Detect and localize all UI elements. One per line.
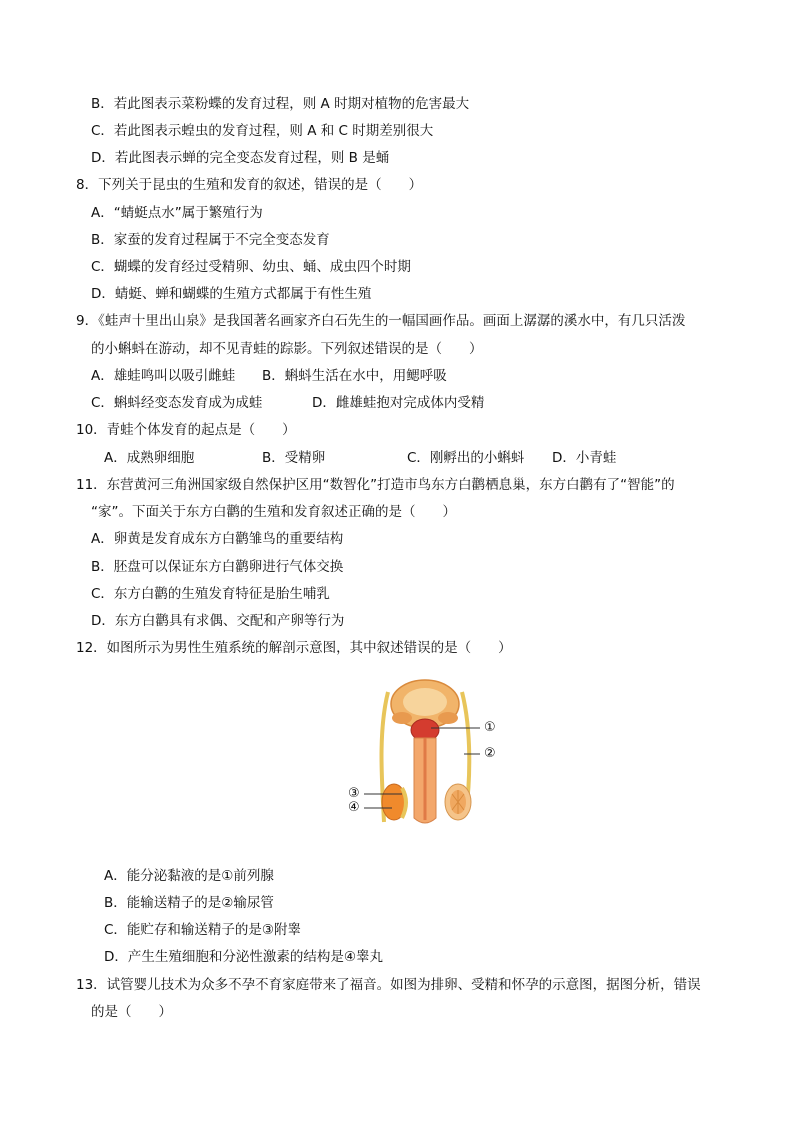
q12-option-c: C．能贮存和输送精子的是③附睾 <box>104 922 302 938</box>
male-reproductive-system-figure <box>330 672 530 842</box>
label-4: ④ <box>348 800 360 815</box>
q13-stem-line2: 的是（ ） <box>91 1004 172 1020</box>
q12-stem: 12．如图所示为男性生殖系统的解剖示意图，其中叙述错误的是（ ） <box>76 640 512 656</box>
q10-option-d: D．小青蛙 <box>552 450 617 466</box>
q8-stem: 8．下列关于昆虫的生殖和发育的叙述，错误的是（ ） <box>76 177 423 193</box>
q12-option-a: A．能分泌黏液的是①前列腺 <box>104 868 274 884</box>
q8-option-c: C．蝴蝶的发育经过受精卵、幼虫、蛹、成虫四个时期 <box>91 259 411 275</box>
q11-option-c: C．东方白鹳的生殖发育特征是胎生哺乳 <box>91 586 330 602</box>
q8-option-d: D．蜻蜓、蝉和蝴蝶的生殖方式都属于有性生殖 <box>91 286 372 302</box>
q11-option-a: A．卵黄是发育成东方白鹳雏鸟的重要结构 <box>91 531 344 547</box>
q10-option-b: B．受精卵 <box>262 450 326 466</box>
q11-option-b: B．胚盘可以保证东方白鹳卵进行气体交换 <box>91 559 344 575</box>
q10-option-c: C．刚孵出的小蝌蚪 <box>407 450 525 466</box>
q7-option-c: C．若此图表示蝗虫的发育过程，则 A 和 C 时期差别很大 <box>91 123 434 139</box>
q9-option-b: B．蝌蚪生活在水中，用鳃呼吸 <box>262 368 447 384</box>
anatomy-diagram <box>330 672 530 842</box>
q10-stem: 10．青蛙个体发育的起点是（ ） <box>76 422 296 438</box>
label-2: ② <box>484 746 496 761</box>
q11-stem-line2: “家”。下面关于东方白鹳的生殖和发育叙述正确的是（ ） <box>91 504 456 520</box>
q11-option-d: D．东方白鹳具有求偶、交配和产卵等行为 <box>91 613 345 629</box>
q9-option-d: D．雌雄蛙抱对完成体内受精 <box>312 395 485 411</box>
q9-stem-line2: 的小蝌蚪在游动，却不见青蛙的踪影。下列叙述错误的是（ ） <box>91 341 483 357</box>
q12-option-d: D．产生生殖细胞和分泌性激素的结构是④睾丸 <box>104 949 383 965</box>
label-3: ③ <box>348 786 360 801</box>
q8-option-a: A．“蜻蜓点水”属于繁殖行为 <box>91 205 263 221</box>
q9-stem-line1: 9．《蛙声十里出山泉》是我国著名画家齐白石先生的一幅国画作品。画面上潺潺的溪水中，有几只活泼 <box>76 313 686 329</box>
q7-option-d: D．若此图表示蝉的完全变态发育过程，则 B 是蛹 <box>91 150 390 166</box>
q13-stem-line1: 13．试管婴儿技术为众多不孕不育家庭带来了福音。如图为排卵、受精和怀孕的示意图，据图分析，错误 <box>76 977 701 993</box>
q7-option-b: B．若此图表示菜粉蝶的发育过程，则 A 时期对植物的危害最大 <box>91 96 470 112</box>
q9-option-a: A．雄蛙鸣叫以吸引雌蛙 <box>91 368 236 384</box>
q11-stem-line1: 11．东营黄河三角洲国家级自然保护区用“数智化”打造市鸟东方白鹳栖息巢，东方白鹳有了“智能”的 <box>76 477 675 493</box>
q8-option-b: B．家蚕的发育过程属于不完全变态发育 <box>91 232 330 248</box>
label-1: ① <box>484 720 496 735</box>
q9-option-c: C．蝌蚪经变态发育成为成蛙 <box>91 395 263 411</box>
q12-option-b: B．能输送精子的是②输尿管 <box>104 895 274 911</box>
q10-option-a: A．成熟卵细胞 <box>104 450 195 466</box>
